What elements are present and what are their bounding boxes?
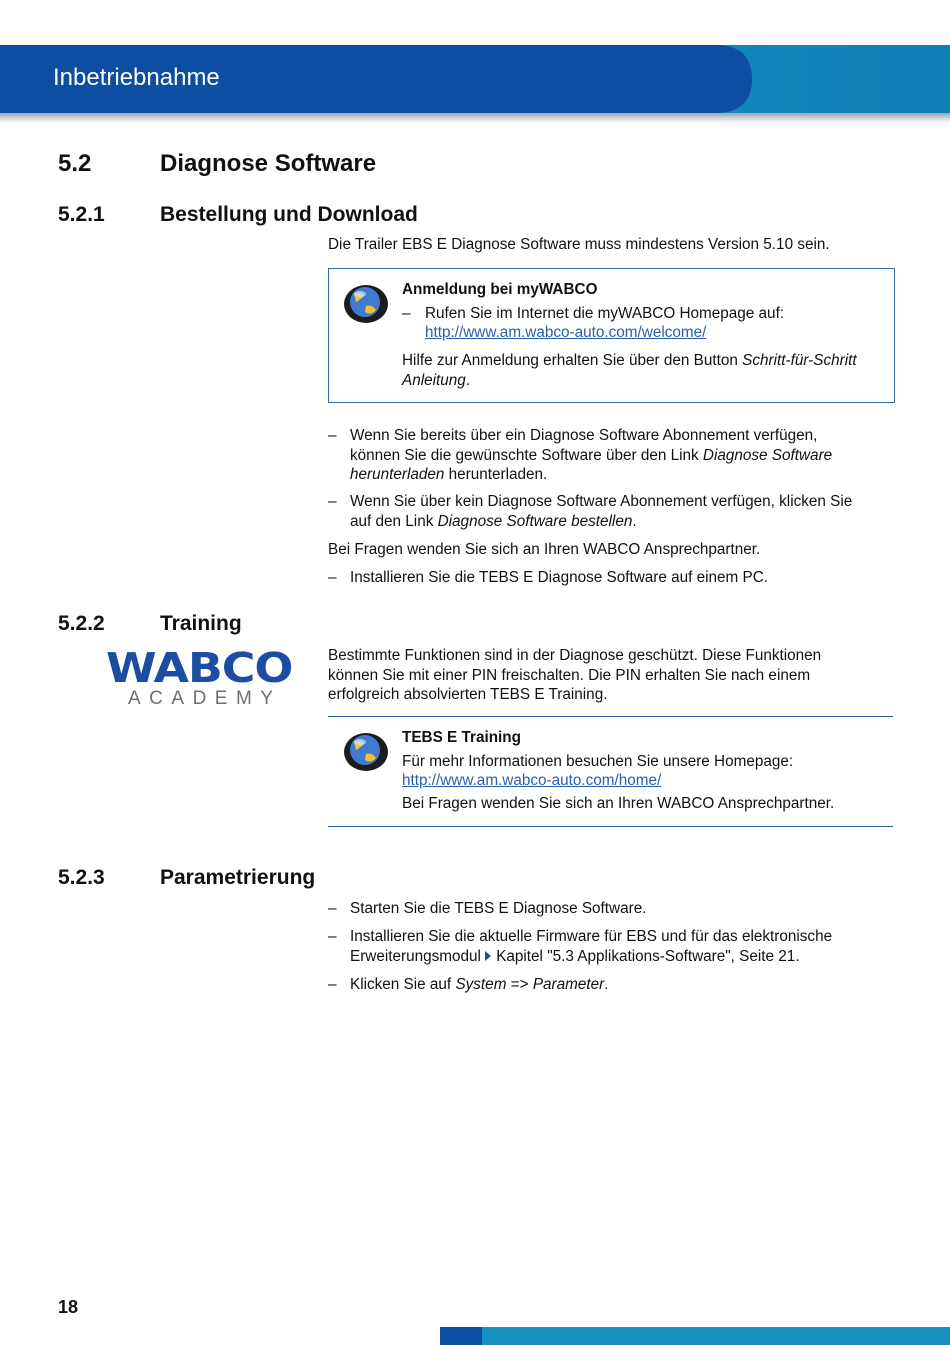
bullet-download-line1: Wenn Sie bereits über ein Diagnose Software Abonnement verfügen, [350, 427, 818, 444]
bullet-system-suffix: . [604, 976, 609, 993]
bullet-order-italic: Diagnose Software bestellen [437, 512, 633, 530]
bullet-order-prefix: auf den Link [350, 512, 438, 530]
bullet-download [350, 426, 890, 485]
menu-parameter: Parameter [532, 976, 605, 993]
subsection-title-3: Parametrierung [160, 866, 316, 889]
bullet-download-italic-2: herunterladen [350, 466, 445, 483]
dash-1: – [328, 427, 337, 444]
home-link[interactable]: http://www.am.wabco-auto.com/home/ [402, 772, 662, 789]
bullet-firmware-line1: Installieren Sie die aktuelle Firmware für EBS und für das elektronische [350, 928, 833, 945]
globe-icon [342, 728, 390, 772]
ref-arrow-icon [485, 951, 491, 961]
wabco-academy-logo [106, 644, 293, 710]
subsection-title-2: Training [160, 612, 242, 635]
intro-text: Die Trailer EBS E Diagnose Software muss mindestens Version 5.10 sein. [328, 236, 830, 253]
training-para-line1: Bestimmte Funktionen sind in der Diagnose geschützt. Diese Funktionen [328, 647, 822, 664]
training-para-line2: können Sie mit einer PIN freischalten. Die PIN erhalten Sie nach einem [328, 666, 811, 684]
bullet-order-suffix: . [632, 512, 637, 530]
help-italic-2: Anleitung [402, 371, 466, 389]
divider-top [328, 716, 893, 717]
bullet-firmware [350, 927, 890, 966]
globe-icon [342, 280, 390, 324]
bullet-install: Installieren Sie die TEBS E Diagnose Software auf einem PC. [350, 569, 769, 586]
subsection-number-3: 5.2.3 [58, 866, 105, 889]
dash-6: – [328, 976, 337, 993]
bullet-system-prefix: Klicken Sie auf [350, 976, 456, 993]
help-italic-1: Schritt-für-Schritt [742, 352, 857, 369]
header-title: Inbetriebnahme [53, 64, 220, 91]
note-dash: – [402, 305, 411, 322]
help-suffix: . [465, 371, 471, 389]
subsection-number-2: 5.2.2 [58, 612, 105, 635]
page-number: 18 [58, 1297, 79, 1317]
divider-bottom [328, 826, 893, 827]
footer-bar-blue [440, 1327, 482, 1345]
bullet-download-italic-1: Diagnose Software [702, 446, 833, 464]
section-number: 5.2 [58, 150, 92, 177]
questions-text: Bei Fragen wenden Sie sich an Ihren WABCO Ansprechpartner. [328, 541, 761, 558]
logo-wordmark: WABCO [106, 644, 293, 692]
bullet-download-line2: können Sie die gewünschte Software über den Link [350, 446, 703, 464]
bullet-system-arrow: => [506, 976, 533, 993]
section-title: Diagnose Software [160, 150, 377, 177]
bullet-firmware-prefix: Erweiterungsmodul [350, 947, 486, 965]
bullet-system [350, 975, 608, 995]
bullet-download-suffix: herunterladen. [444, 466, 548, 483]
training-questions: Bei Fragen wenden Sie sich an Ihren WABCO Ansprechpartner. [402, 795, 835, 812]
note-title-mywabco: Anmeldung bei myWABCO [402, 281, 598, 298]
dash-2: – [328, 493, 337, 510]
bullet-order-line1: Wenn Sie über kein Diagnose Software Abonnement verfügen, klicken Sie [350, 493, 853, 510]
footer-bar-teal [482, 1327, 950, 1345]
training-info: Für mehr Informationen besuchen Sie unsere Homepage: [402, 753, 794, 770]
note-item-mywabco: Rufen Sie im Internet die myWABCO Homepage auf: [425, 305, 785, 322]
mywabco-link[interactable]: http://www.am.wabco-auto.com/welcome/ [425, 324, 707, 341]
chapter-reference-link[interactable]: Kapitel "5.3 Applikations-Software", Seite 21. [496, 947, 800, 965]
bullet-start: Starten Sie die TEBS E Diagnose Software. [350, 900, 647, 917]
dash-4: – [328, 900, 337, 917]
training-paragraph [328, 646, 888, 705]
dash-3: – [328, 569, 337, 586]
logo-academy: ACADEMY [128, 688, 282, 709]
bullet-order [350, 492, 890, 531]
subsection-number-1: 5.2.1 [58, 203, 105, 226]
note-title-training: TEBS E Training [402, 729, 521, 746]
subsection-title-1: Bestellung und Download [160, 203, 418, 226]
dash-5: – [328, 928, 337, 945]
help-prefix: Hilfe zur Anmeldung erhalten Sie über den Button [402, 352, 743, 369]
menu-system: System [455, 976, 507, 993]
training-para-line3: erfolgreich absolvierten TEBS E Training. [328, 686, 608, 703]
note-help-text [402, 351, 882, 390]
